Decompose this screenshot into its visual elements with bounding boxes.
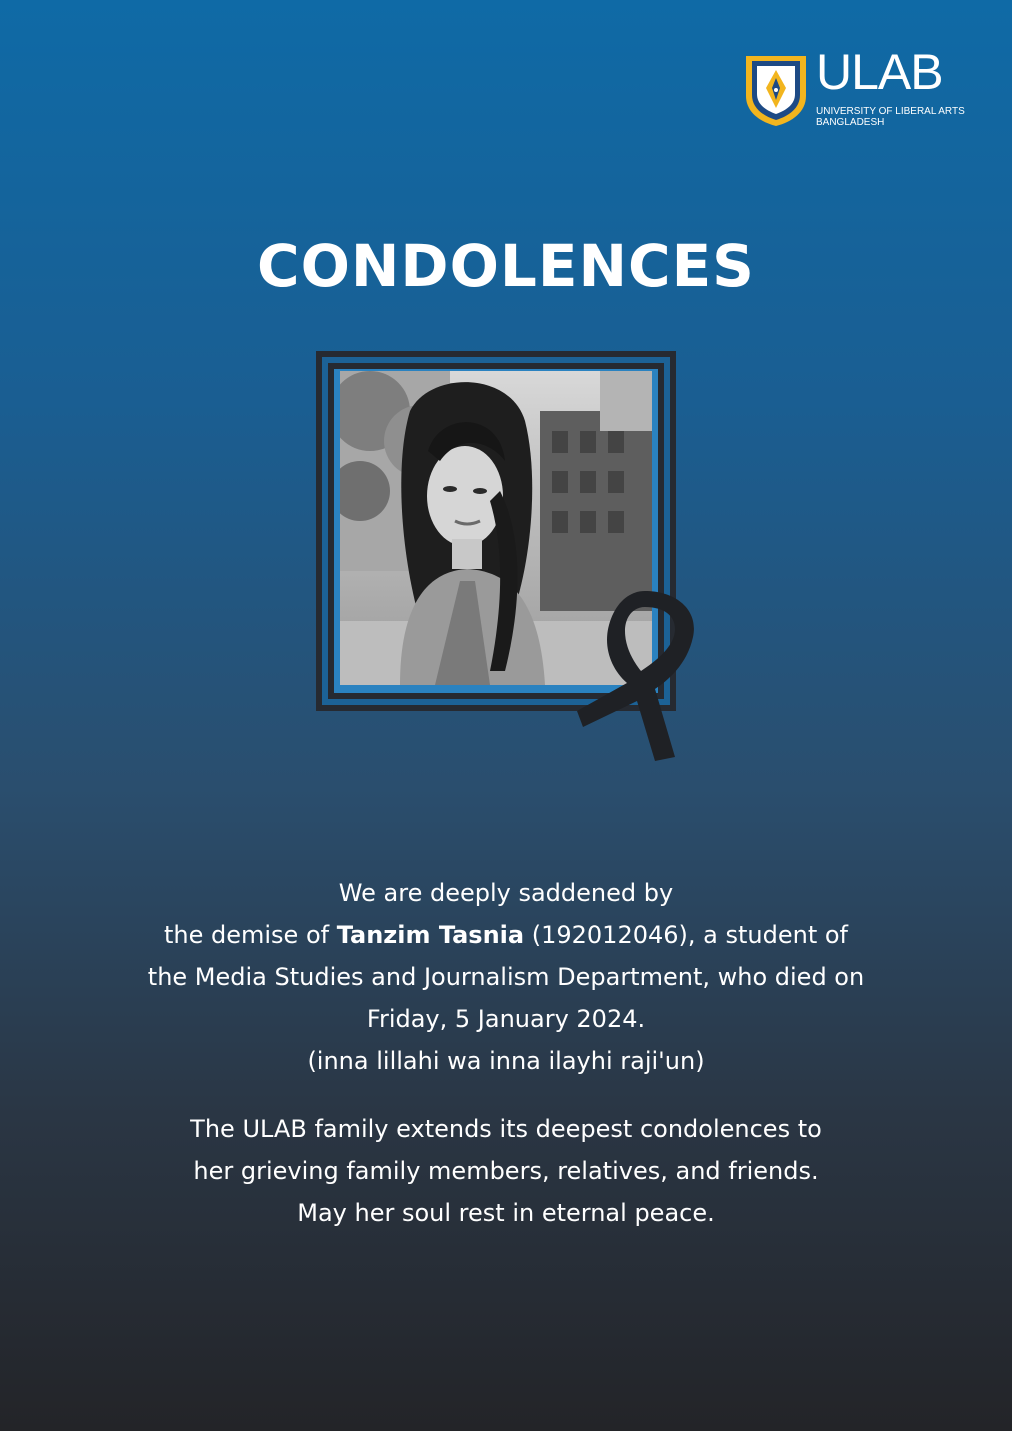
mourning-ribbon-icon [575, 585, 701, 765]
message-line-5: (inna lillahi wa inna ilayhi raji'un) [307, 1047, 705, 1075]
message-line-2-pre: the demise of [163, 921, 337, 949]
logo-wordmark: ULAB [816, 44, 943, 100]
logo-tagline-line2: BANGLADESH [816, 117, 885, 128]
condolence-message [56, 872, 956, 1234]
message-line-6: The ULAB family extends its deepest condolences to [190, 1115, 822, 1143]
logo-tagline-line1: UNIVERSITY OF LIBERAL ARTS [816, 106, 965, 117]
message-line-3: the Media Studies and Journalism Department, who died on [147, 963, 865, 991]
ulab-crest-icon [742, 52, 810, 128]
message-line-1: We are deeply saddened by [338, 879, 674, 907]
message-line-4: Friday, 5 January 2024. [366, 1005, 646, 1033]
message-line-2-post: (192012046), a student of [524, 921, 848, 949]
message-line-8: May her soul rest in eternal peace. [297, 1199, 715, 1227]
message-line-7: her grieving family members, relatives, and friends. [193, 1157, 819, 1185]
message-line-2 [56, 914, 956, 956]
ulab-logo [742, 44, 965, 130]
logo-tagline [816, 106, 965, 128]
deceased-name: Tanzim Tasnia [336, 921, 525, 949]
page-title: CONDOLENCES [257, 232, 755, 300]
